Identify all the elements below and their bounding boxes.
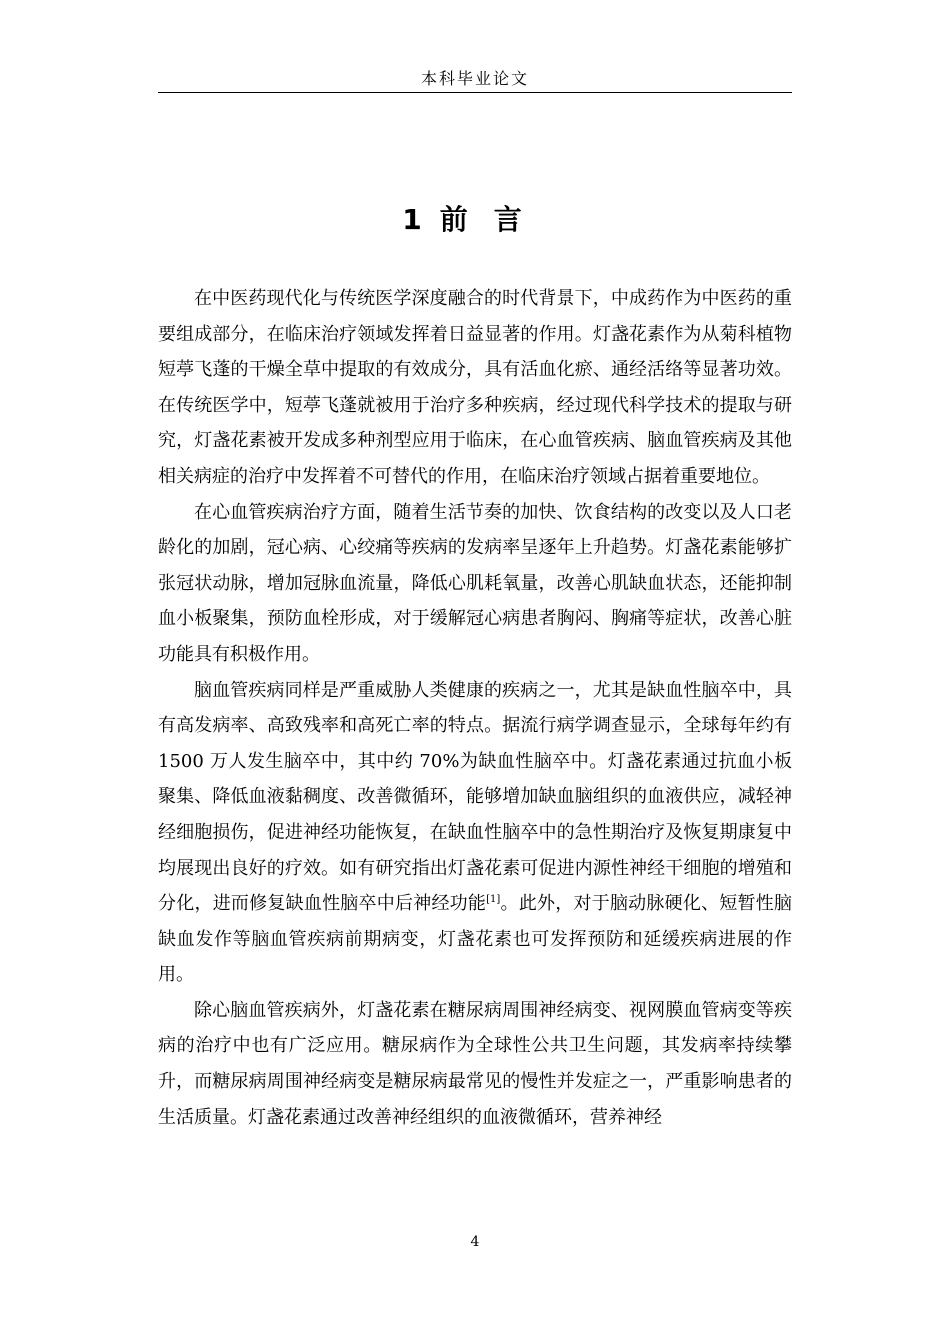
chapter-title bbox=[158, 198, 792, 242]
chapter-number: 1 bbox=[402, 203, 422, 236]
paragraph-3-text-continued: 。此外，对于脑动脉硬化、短暂性脑缺血发作等脑血管疾病前期病变，灯盏花素也可发挥预防和延缓疾病进展的作用。 bbox=[158, 893, 793, 986]
paragraph-3 bbox=[158, 673, 792, 993]
paragraph-3-text: 脑血管疾病同样是严重威胁人类健康的疾病之一，尤其是缺血性脑卒中，具有高发病率、高致残率和高死亡率的特点。据流行病学调查显示，全球每年约有 1500 万人发生脑卒中，其中约 70%为缺血性脑卒中。灯盏花素通过抗血小板聚集、降低血液黏稠度、改善微循环，能够增加缺血脑组织的血液供应，减轻神经细胞损伤，促进神经功能恢复，在缺血性脑卒中的急性期治疗及恢复期康复中均展现出良好的疗效。如有研究指出灯盏花素可促进内源性神经干细胞的增殖和分化，进而修复缺血性脑卒中后神经功能 bbox=[158, 679, 792, 915]
header-rule bbox=[158, 92, 792, 93]
page-number: 4 bbox=[470, 1234, 480, 1250]
paragraph-4: 除心脑血管疾病外，灯盏花素在糖尿病周围神经病变、视网膜血管病变等疾病的治疗中也有广泛应用。糖尿病作为全球性公共卫生问题，其发病率持续攀升，而糖尿病周围神经病变是糖尿病最常见的慢性并发症之一，严重影响患者的生活质量。灯盏花素通过改善神经组织的血液微循环，营养神经 bbox=[158, 999, 792, 1128]
running-header: 本科毕业论文 bbox=[420, 69, 529, 88]
body-text bbox=[158, 281, 792, 1135]
citation-reference[interactable]: [1] bbox=[486, 894, 501, 906]
chapter-title-text: 前言 bbox=[439, 203, 548, 236]
paragraph-2: 在心血管疾病治疗方面，随着生活节奏的加快、饮食结构的改变以及人口老龄化的加剧，冠心病、心绞痛等疾病的发病率呈逐年上升趋势。灯盏花素能够扩张冠状动脉，增加冠脉血流量，降低心肌耗氧量，改善心肌缺血状态，还能抑制血小板聚集，预防血栓形成，对于缓解冠心病患者胸闷、胸痛等症状，改善心脏功能具有积极作用。 bbox=[158, 501, 792, 665]
paragraph-1: 在中医药现代化与传统医学深度融合的时代背景下，中成药作为中医药的重要组成部分，在临床治疗领域发挥着日益显著的作用。灯盏花素作为从菊科植物短葶飞蓬的干燥全草中提取的有效成分，具有活血化瘀、通经活络等显著功效。在传统医学中，短葶飞蓬就被用于治疗多种疾病，经过现代科学技术的提取与研究，灯盏花素被开发成多种剂型应用于临床，在心血管疾病、脑血管疾病及其他相关病症的治疗中发挥着不可替代的作用，在临床治疗领域占据着重要地位。 bbox=[158, 288, 792, 487]
